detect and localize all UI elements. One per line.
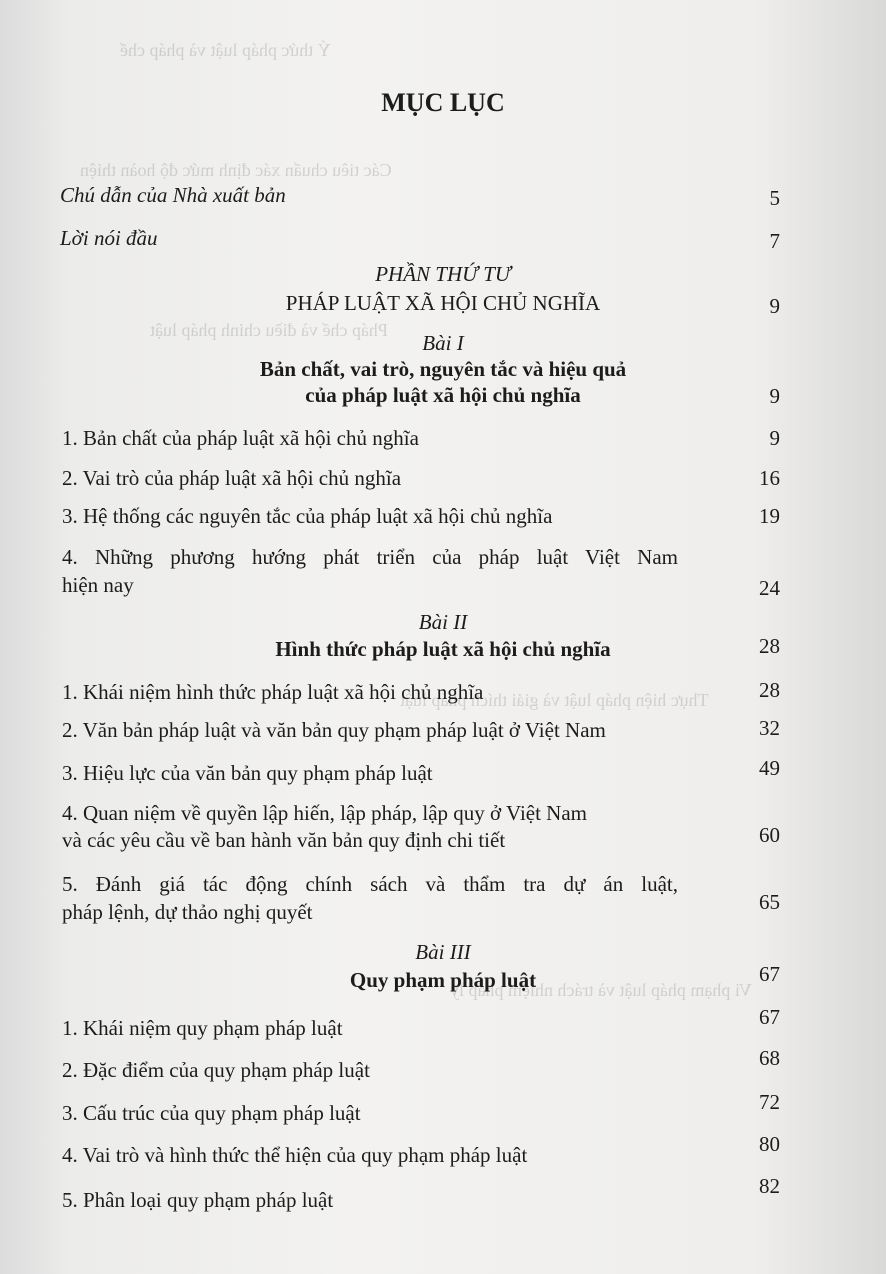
lesson-title: Bản chất, vai trò, nguyên tắc và hiệu quả [259,357,627,381]
show-through-text: Thực hiện pháp luật và giải thích pháp luật [400,690,709,710]
lesson-page: 28 [759,634,780,658]
toc-entry-page: 80 [759,1132,780,1156]
toc-entry-page: 19 [759,504,780,528]
toc-entry-page: 82 [759,1174,780,1198]
toc-entry-label: 4. Quan niệm về quyền lập hiến, lập pháp, lập quy ở Việt Nam [62,801,587,825]
toc-entry-label: 1. Khái niệm hình thức pháp luật xã hội chủ nghĩa [62,680,484,704]
show-through-text: Vi phạm pháp luật và trách nhiệm pháp lý [450,980,752,1000]
toc-entry-page: 5 [769,186,780,210]
part-title: PHÁP LUẬT XÃ HỘI CHỦ NGHĨA [285,291,601,315]
lesson-number: Bài III [415,940,471,964]
toc-entry-page: 32 [759,716,780,740]
toc-entry-label: 1. Khái niệm quy phạm pháp luật [62,1016,343,1040]
show-through-text: Ý thức pháp luật và pháp chế [120,40,331,60]
toc-entry-page: 68 [759,1046,780,1070]
lesson-title: Hình thức pháp luật xã hội chủ nghĩa [275,637,611,661]
lesson-number: Bài I [422,331,464,355]
toc-entry-page: 24 [759,576,780,600]
toc-entry-page: 72 [759,1090,780,1114]
toc-entry-page: 9 [769,426,780,450]
toc-entry-label-continued: hiện nay [62,573,134,597]
toc-entry-label-continued: và các yêu cầu về ban hành văn bản quy định chi tiết [62,828,506,852]
toc-entry-label: 3. Hiệu lực của văn bản quy phạm pháp luật [62,761,433,785]
toc-entry-label-continued: pháp lệnh, dự thảo nghị quyết [62,900,313,924]
toc-entry-label: 4. Những phương hướng phát triển của pháp luật Việt Nam [62,545,678,569]
lesson-title: của pháp luật xã hội chủ nghĩa [305,383,581,407]
lesson-page: 9 [769,384,780,408]
toc-entry-label: 2. Vai trò của pháp luật xã hội chủ nghĩa [62,466,402,490]
toc-entry-label: 2. Văn bản pháp luật và văn bản quy phạm pháp luật ở Việt Nam [62,718,606,742]
part-page: 9 [769,294,780,318]
lesson-title: Quy phạm pháp luật [349,968,537,992]
toc-entry-page: 16 [759,466,780,490]
part-number: PHẦN THỨ TƯ [375,262,511,286]
toc-entry-page: 60 [759,823,780,847]
show-through-text: Các tiêu chuẩn xác định mức độ hoàn thiện [80,160,392,180]
toc-entry-page: 67 [759,1005,780,1029]
toc-entry-page: 7 [769,229,780,253]
toc-entry-label: 5. Đánh giá tác động chính sách và thẩm tra dự án luật, [62,872,678,896]
show-through-text: Pháp chế và điều chỉnh pháp luật [150,320,388,340]
toc-entry-label: Lời nói đầu [60,226,158,250]
toc-entry-label: 3. Cấu trúc của quy phạm pháp luật [62,1101,361,1125]
toc-entry-label: Chú dẫn của Nhà xuất bản [60,183,286,207]
toc-entry-label: 1. Bản chất của pháp luật xã hội chủ nghĩa [62,426,419,450]
toc-entry-label: 2. Đặc điểm của quy phạm pháp luật [62,1058,370,1082]
lesson-page: 67 [759,962,780,986]
toc-entry-label: 5. Phân loại quy phạm pháp luật [62,1188,334,1212]
page-title: MỤC LỤC [381,88,505,117]
toc-entry-label: 4. Vai trò và hình thức thể hiện của quy phạm pháp luật [62,1143,528,1167]
toc-entry-page: 65 [759,890,780,914]
lesson-number: Bài II [418,610,468,634]
toc-entry-label: 3. Hệ thống các nguyên tắc của pháp luật xã hội chủ nghĩa [62,504,553,528]
toc-entry-page: 28 [759,678,780,702]
toc-entry-page: 49 [759,756,780,780]
